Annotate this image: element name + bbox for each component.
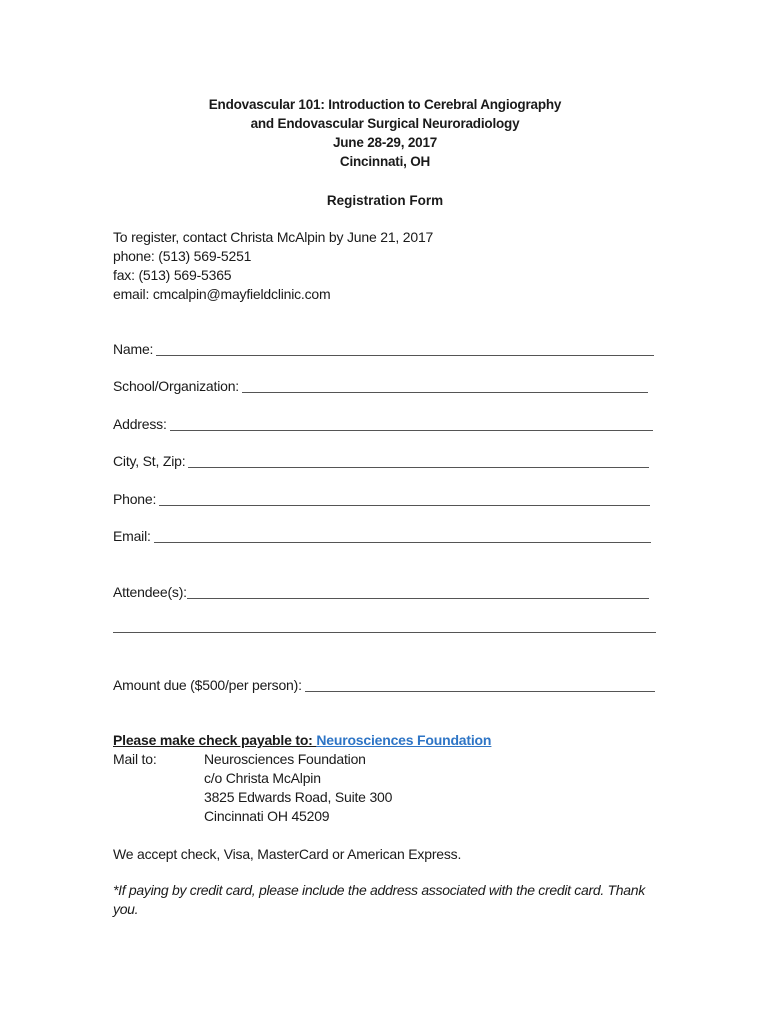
contact-intro: To register, contact Christa McAlpin by June 21, 2017 <box>113 229 434 245</box>
form-title: Registration Form <box>326 193 444 208</box>
amount-due-input-line[interactable] <box>305 691 655 692</box>
phone-label: Phone: <box>113 491 157 507</box>
address-field <box>113 415 653 433</box>
payable-to <box>113 731 491 750</box>
accepted-payments: We accept check, Visa, MasterCard or American Express. <box>113 846 462 862</box>
city-st-zip-input-line[interactable] <box>188 467 649 468</box>
amount-due-label: Amount due ($500/per person): <box>113 677 302 693</box>
event-title-line-1: Endovascular 101: Introduction to Cerebral Angiography <box>208 97 562 112</box>
attendees-input-line[interactable] <box>187 598 649 599</box>
contact-fax: fax: (513) 569-5365 <box>113 267 232 283</box>
mail-address <box>204 750 392 826</box>
event-dates: June 28-29, 2017 <box>332 135 438 150</box>
school-label: School/Organization: <box>113 378 239 394</box>
address-label: Address: <box>113 416 167 432</box>
credit-card-note: *If paying by credit card, please include the address associated with the credit card. Thank you. <box>113 882 645 917</box>
mail-address-line: Neurosciences Foundation <box>204 751 366 767</box>
city-st-zip-field <box>113 452 649 470</box>
name-field <box>113 340 654 358</box>
phone-field <box>113 490 650 508</box>
neurosciences-foundation-link[interactable]: Neurosciences Foundation <box>316 732 492 748</box>
mail-address-line: Cincinnati OH 45209 <box>204 808 330 824</box>
contact-info <box>113 228 433 304</box>
event-header <box>0 95 770 171</box>
name-input-line[interactable] <box>156 355 654 356</box>
contact-phone: phone: (513) 569-5251 <box>113 248 252 264</box>
phone-input-line[interactable] <box>159 505 650 506</box>
payable-label: Please make check payable to: <box>113 732 317 748</box>
email-label: Email: <box>113 528 151 544</box>
mail-to-block <box>113 750 392 826</box>
amount-due-field <box>113 676 655 694</box>
mail-address-line: 3825 Edwards Road, Suite 300 <box>204 789 393 805</box>
email-input-line[interactable] <box>154 542 651 543</box>
city-st-zip-label: City, St, Zip: <box>113 453 186 469</box>
name-label: Name: <box>113 341 154 357</box>
attendees-label: Attendee(s): <box>113 584 187 600</box>
event-title-line-2: and Endovascular Surgical Neuroradiology <box>250 116 520 131</box>
contact-email: email: cmcalpin@mayfieldclinic.com <box>113 286 331 302</box>
school-input-line[interactable] <box>242 392 648 393</box>
attendees-extra-line[interactable] <box>113 632 656 633</box>
school-field <box>113 377 648 395</box>
attendees-field <box>113 583 649 601</box>
email-field <box>113 527 651 545</box>
mail-to-label: Mail to: <box>113 751 157 767</box>
address-input-line[interactable] <box>170 430 653 431</box>
event-location: Cincinnati, OH <box>339 154 431 169</box>
mail-address-line: c/o Christa McAlpin <box>204 770 321 786</box>
